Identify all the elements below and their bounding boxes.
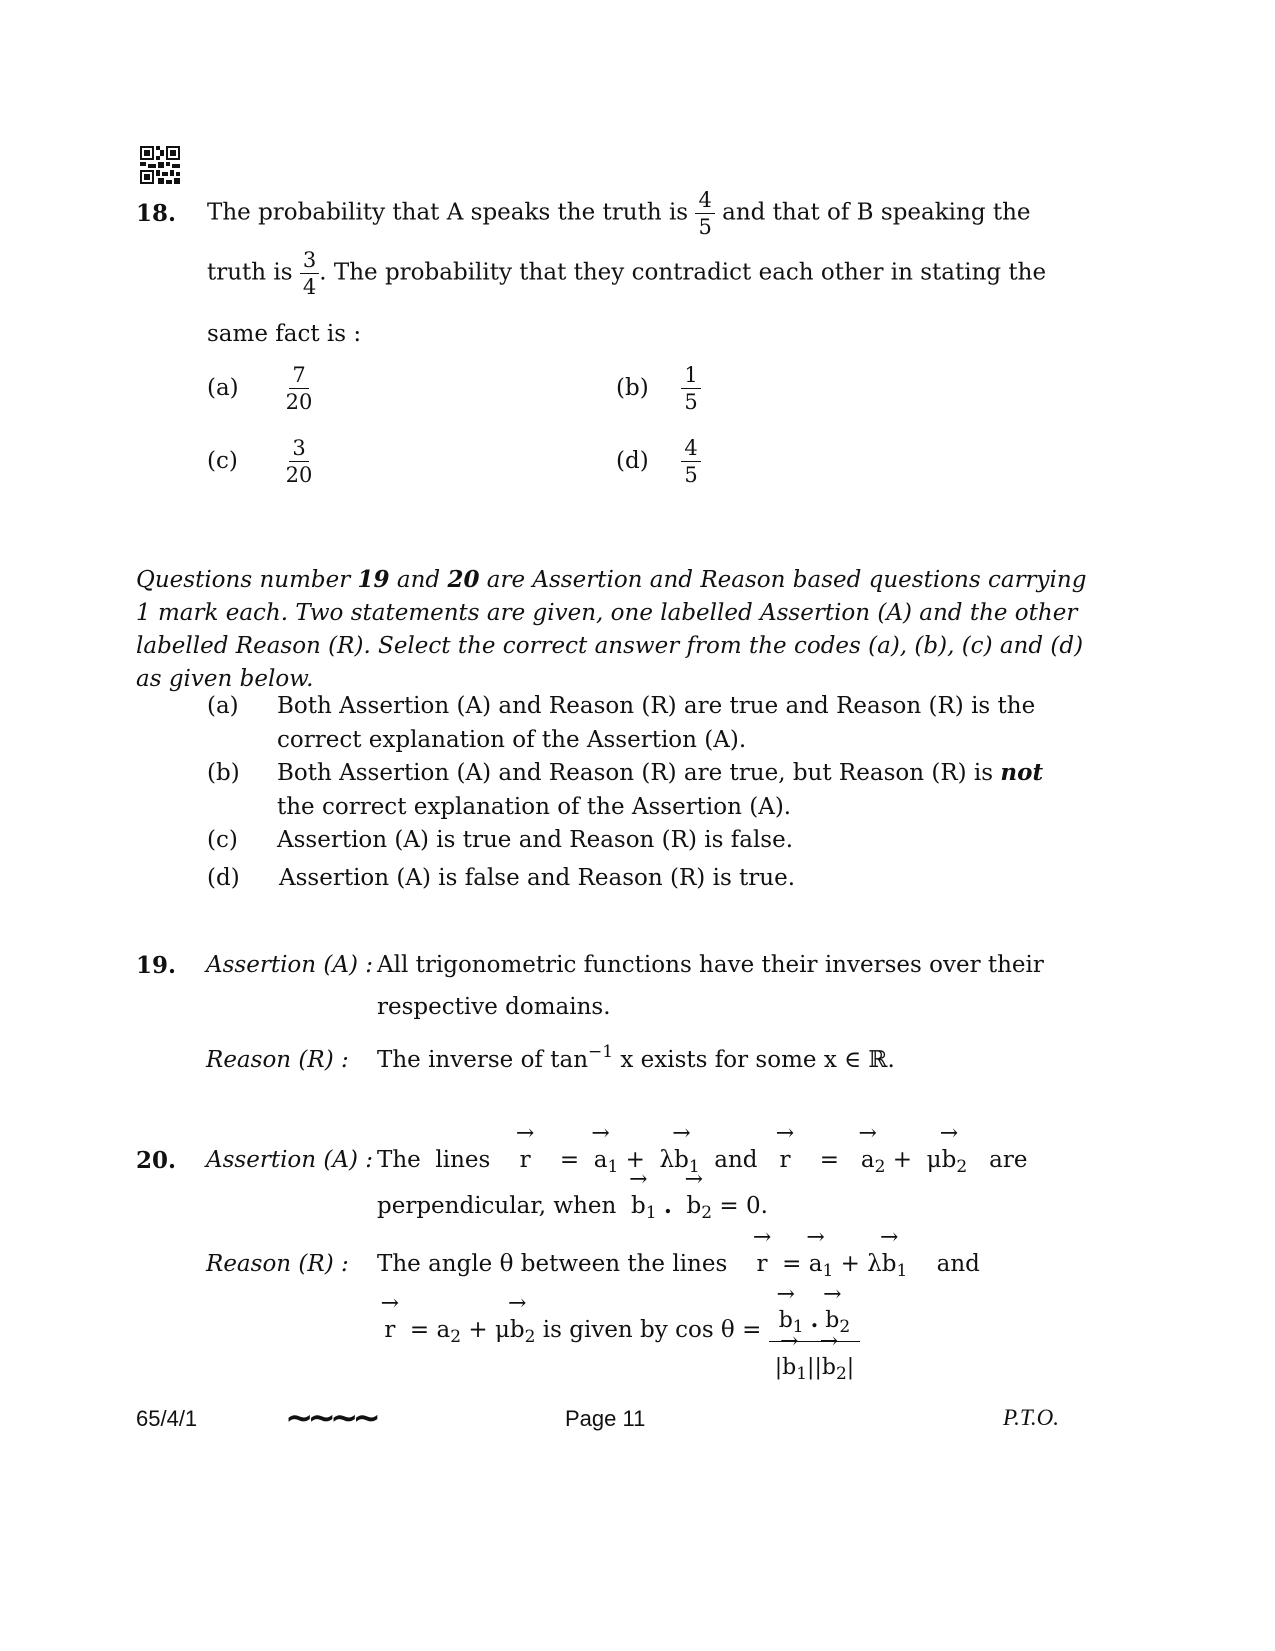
- question-number-18: 18.: [136, 200, 177, 227]
- code-d-line-1: Assertion (A) is false and Reason (R) is true.: [279, 865, 796, 891]
- code-d-label: (d): [207, 865, 240, 891]
- q18-fraction-a-truth: $\frac{4}{5}$: [695, 188, 714, 239]
- q19-assertion-line-2: respective domains.: [377, 994, 611, 1020]
- code-a-line-1: Both Assertion (A) and Reason (R) are true and Reason (R) is the: [277, 693, 1036, 719]
- page-number: Page 11: [565, 1406, 646, 1431]
- question-number-20: 20.: [136, 1147, 177, 1174]
- code-b-line-2: the correct explanation of the Assertion (A).: [277, 794, 792, 820]
- q18-line-1: The probability that A speaks the truth is $\frac{4}{5}$ and that of B speaking the: [207, 188, 1031, 239]
- code-b-label: (b): [207, 760, 240, 786]
- wave-decoration: ∼∼∼∼: [285, 1398, 375, 1438]
- code-a-line-2: correct explanation of the Assertion (A).: [277, 727, 747, 753]
- cos-theta-fraction: → $\frac{b_1 . \to b_2}{|\to b_1||\to b_2|}$: [769, 1298, 861, 1384]
- q18-fraction-b-truth: $\frac{3}{4}$: [300, 248, 319, 299]
- q18-line-2: truth is $\frac{3}{4}$ . The probability that they contradict each other in stating the: [207, 248, 1047, 299]
- code-a-label: (a): [207, 693, 239, 719]
- q20-reason-label: Reason (R) :: [206, 1251, 349, 1277]
- paper-code: 65/4/1: [136, 1406, 198, 1431]
- q19-assertion-line-1: All trigonometric functions have their inverses over their: [377, 952, 1044, 978]
- code-b-line-1: Both Assertion (A) and Reason (R) are true, but Reason (R) is not: [277, 759, 1044, 786]
- please-turn-over: P.T.O.: [1003, 1405, 1060, 1430]
- assertion-reason-instructions: Questions number 19 and 20 are Assertion and Reason based questions carrying 1 mark each. Two statements are given, one labelled Assertion (A) and the other labelled Reason (R). Select the correct answer from the codes (a), (b), (c) and (d) as given below.: [136, 566, 1087, 692]
- q20-assertion-line-1: The lines → r = → $a_1 + \lambda\to b_1$ and → r = → $a_2 + \mu\to b_2$ are: [377, 1144, 1027, 1176]
- question-number-19: 19.: [136, 952, 177, 979]
- qr-code-icon: [140, 146, 180, 184]
- q19-assertion-label: Assertion (A) :: [206, 952, 374, 978]
- q20-assertion-line-2: perpendicular, when → $b_1$ . → $b_2 = 0$.: [377, 1190, 768, 1222]
- q20-reason-line-1: The angle θ between the lines → r = → $a_1 + \lambda\to b_1$ and: [377, 1248, 980, 1280]
- code-c-line-1: Assertion (A) is true and Reason (R) is false.: [277, 827, 794, 853]
- q19-reason-label: Reason (R) :: [206, 1047, 349, 1073]
- q18-line-3: same fact is :: [207, 321, 362, 347]
- q19-reason-text: The inverse of $\tan^{-1} x$ exists for some x ∈ ℝ.: [377, 1042, 895, 1073]
- q20-assertion-label: Assertion (A) :: [206, 1147, 374, 1173]
- code-c-label: (c): [207, 827, 238, 853]
- q20-reason-line-2: → $r = a_2 + \mu\to b_2$ is given by cos θ = → $\frac{b_1 . \to b_2}{|\to b_1||\to b_2|}$: [377, 1298, 860, 1384]
